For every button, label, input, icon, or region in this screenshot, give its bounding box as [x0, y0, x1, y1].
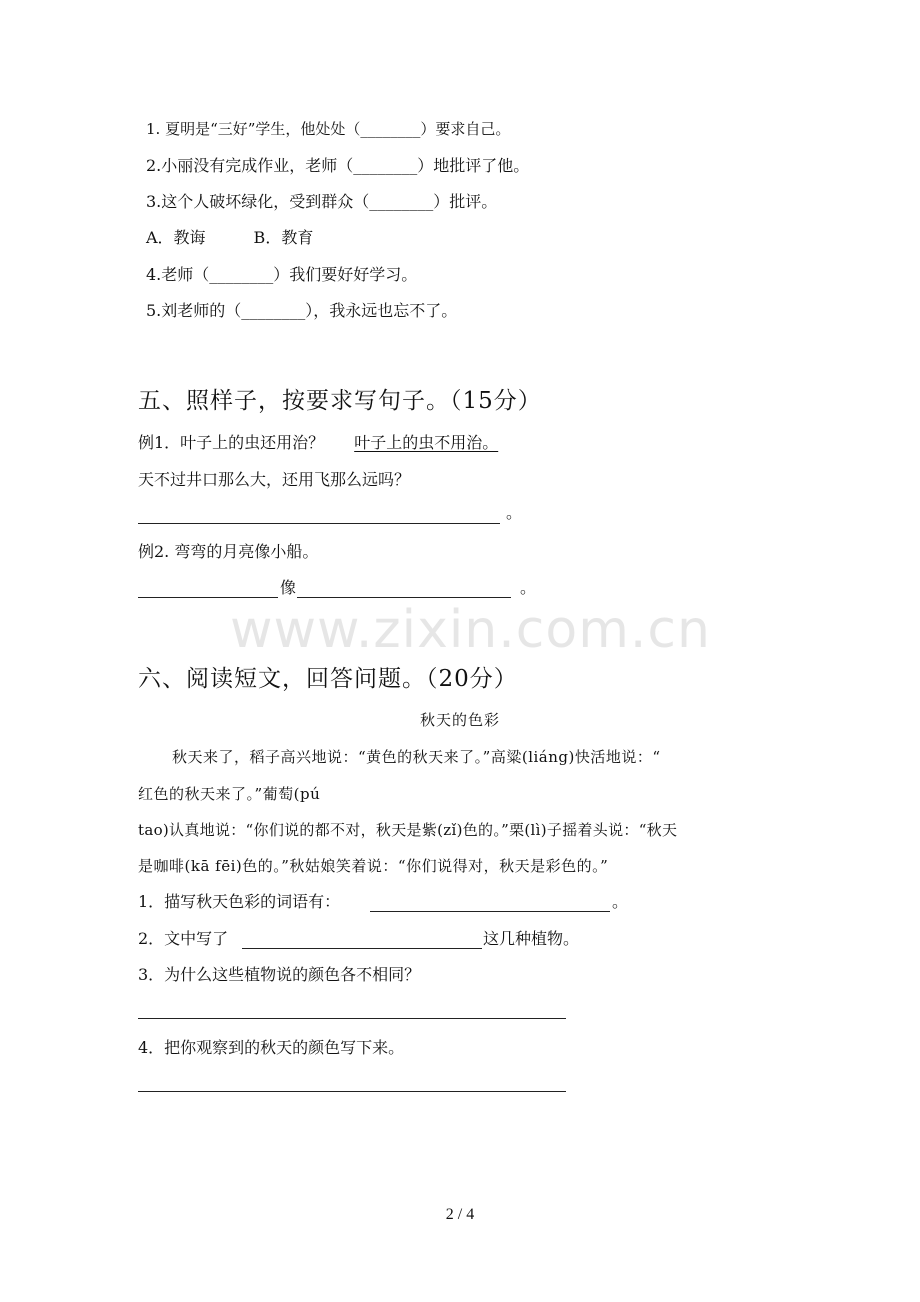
vocab-options: A．教诲 B．教育 — [146, 228, 314, 247]
page-number: 2 / 4 — [445, 1206, 475, 1223]
question1: 天不过井口那么大，还用飞那么远吗？ — [138, 470, 411, 489]
vocab-item-3: 3.这个人破坏绿化，受到群众（________）批评。 — [146, 192, 498, 211]
watermark: www.zixin.com.cn — [230, 600, 711, 660]
vocab-item-5: 5.刘老师的（________），我永远也忘不了。 — [146, 301, 458, 320]
q2-answer-line[interactable] — [242, 948, 482, 949]
section5-heading: 五、照样子，按要求写句子。（15分） — [138, 388, 542, 414]
passage-line-2: 红色的秋天来了。”葡萄(pú — [138, 785, 321, 803]
q2-suffix: 这几种植物。 — [483, 929, 580, 948]
example1-answer: 叶子上的虫不用治。 — [354, 433, 499, 452]
passage-line-1: 秋天来了，稻子高兴地说：“黄色的秋天来了。”高粱(liáng)快活地说：“ — [172, 748, 661, 766]
end-mark-2: 。 — [520, 578, 537, 597]
fill-like-word: 像 — [280, 578, 297, 597]
passage-line-4: 是咖啡(kā fēi)色的。”秋姑娘笑着说：“你们说得对，秋天是彩色的。” — [138, 857, 609, 875]
q1-answer-line[interactable] — [370, 911, 610, 912]
q4-answer-line[interactable] — [138, 1091, 566, 1092]
end-mark-1: 。 — [506, 503, 523, 522]
example1-line — [138, 432, 498, 454]
passage-line-3: tao)认真地说：“你们说的都不对，秋天是紫(zǐ)色的。”栗(lì)子摇着头说：“秋天 — [138, 821, 678, 839]
vocab-item-2: 2.小丽没有完成作业，老师（________）地批评了他。 — [146, 156, 530, 175]
q3-text: 3．为什么这些植物说的颜色各不相同？ — [138, 965, 421, 984]
section6-heading: 六、阅读短文，回答问题。（20分） — [138, 666, 518, 692]
answer-line-2b[interactable] — [297, 597, 511, 598]
vocab-item-1: 1. 夏明是“三好”学生，他处处（________）要求自己。 — [146, 120, 511, 138]
q4-text: 4．把你观察到的秋天的颜色写下来。 — [138, 1038, 405, 1057]
q1-suffix: 。 — [612, 892, 629, 911]
answer-line-2a[interactable] — [138, 597, 278, 598]
q2-prefix: 2．文中写了 — [138, 929, 229, 948]
q3-answer-line[interactable] — [138, 1018, 566, 1019]
vocab-item-4: 4.老师（________）我们要好好学习。 — [146, 265, 418, 284]
passage-title: 秋天的色彩 — [419, 711, 500, 729]
example1-prefix: 例1．叶子上的虫还用治？ — [138, 433, 325, 452]
q1-prefix: 1．描写秋天色彩的词语有： — [138, 892, 341, 911]
answer-line-1[interactable] — [138, 523, 500, 524]
example2: 例2. 弯弯的月亮像小船。 — [138, 542, 319, 561]
